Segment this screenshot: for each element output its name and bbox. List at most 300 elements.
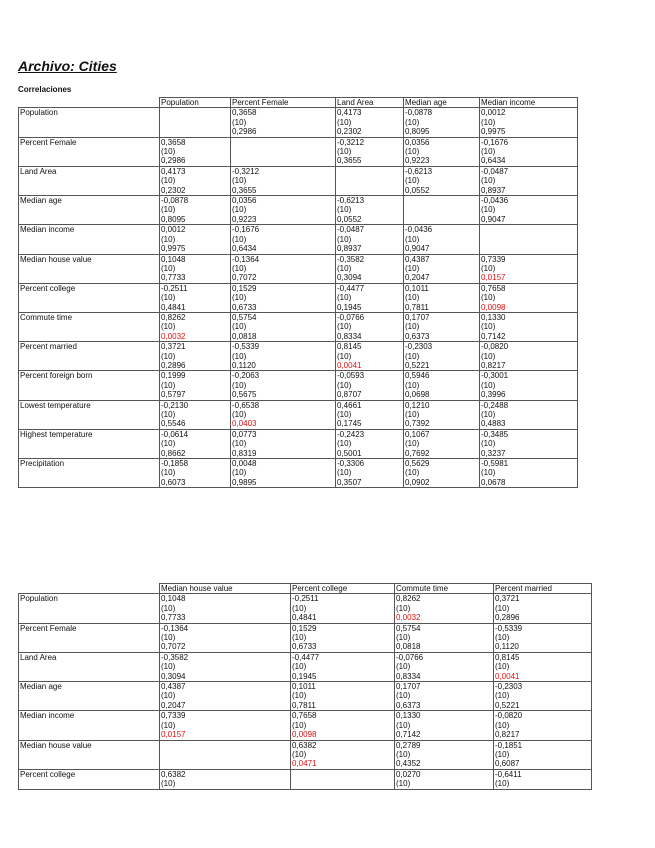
- row-label-median-house-value: Median house value: [19, 740, 160, 750]
- p-value: 0,4883: [480, 419, 578, 429]
- column-header-median-age: Median age: [404, 98, 480, 108]
- sample-size: (10): [480, 147, 578, 156]
- table-row: [19, 410, 578, 419]
- p-value: 0,7072: [231, 273, 336, 283]
- sample-size: (10): [404, 439, 480, 448]
- p-value: 0,2047: [160, 701, 291, 711]
- correlation-value: -0,3212: [336, 137, 404, 147]
- sample-size: (10): [494, 604, 592, 613]
- p-value: 0,2896: [494, 613, 592, 623]
- p-value: 0,0032: [160, 332, 231, 342]
- table-row: [19, 303, 578, 313]
- sample-size: (10): [480, 439, 578, 448]
- sample-size: (10): [494, 721, 592, 730]
- correlation-value: -0,2423: [336, 429, 404, 439]
- correlation-value: 0,1011: [291, 682, 395, 692]
- sample-size: (10): [231, 352, 336, 361]
- correlation-value: [291, 769, 395, 779]
- table-row: [19, 127, 578, 137]
- sample-size: (10): [291, 633, 395, 642]
- sample-size: (10): [160, 293, 231, 302]
- table-row: [19, 332, 578, 342]
- table-row: [19, 750, 592, 759]
- sample-size: (10): [395, 633, 494, 642]
- row-label-median-income: [19, 721, 160, 730]
- table-row: [19, 186, 578, 196]
- sample-size: (10): [231, 468, 336, 477]
- correlation-value: -0,0487: [480, 166, 578, 176]
- table-row: [19, 691, 592, 700]
- sample-size: (10): [160, 779, 291, 789]
- sample-size: (10): [395, 662, 494, 671]
- sample-size: (10): [336, 205, 404, 214]
- correlation-value: 0,0012: [480, 108, 578, 118]
- correlation-value: 0,0012: [160, 225, 231, 235]
- sample-size: (10): [494, 750, 592, 759]
- row-label-land-area: [19, 186, 160, 196]
- sample-size: [160, 750, 291, 759]
- p-value: [404, 215, 480, 225]
- column-header-population: Population: [160, 98, 231, 108]
- row-label-percent-married: Percent married: [19, 342, 160, 352]
- row-label-median-house-value: Median house value: [19, 254, 160, 264]
- p-value: 0,2986: [160, 156, 231, 166]
- row-label-percent-college: [19, 293, 160, 302]
- table-row: [19, 779, 592, 789]
- correlation-value: -0,0436: [480, 196, 578, 206]
- p-value: 0,7142: [480, 332, 578, 342]
- p-value: 0,1945: [336, 303, 404, 313]
- p-value: [160, 759, 291, 769]
- row-label-percent-college: [19, 779, 160, 789]
- correlation-value: -0,6213: [404, 166, 480, 176]
- row-label-median-age: [19, 691, 160, 700]
- correlation-value: -0,2303: [404, 342, 480, 352]
- p-value: 0,0403: [231, 419, 336, 429]
- correlation-value: -0,3582: [160, 652, 291, 662]
- row-label-median-income: [19, 730, 160, 740]
- correlation-value: -0,6538: [231, 400, 336, 410]
- correlation-value: -0,3001: [480, 371, 578, 381]
- table-row: [19, 322, 578, 331]
- sample-size: (10): [395, 604, 494, 613]
- correlation-value: -0,1364: [231, 254, 336, 264]
- sample-size: [160, 118, 231, 127]
- correlation-value: -0,3306: [336, 459, 404, 469]
- table-row: [19, 118, 578, 127]
- p-value: 0,9223: [231, 215, 336, 225]
- p-value: 0,8334: [336, 332, 404, 342]
- sample-size: (10): [231, 264, 336, 273]
- row-label-population: [19, 127, 160, 137]
- correlation-value: -0,2063: [231, 371, 336, 381]
- p-value: 0,2986: [231, 127, 336, 137]
- table-row: [19, 672, 592, 682]
- correlation-value: 0,8262: [395, 594, 494, 604]
- sample-size: (10): [336, 322, 404, 331]
- correlation-value: -0,1851: [494, 740, 592, 750]
- correlation-value: 0,0048: [231, 459, 336, 469]
- table-row: [19, 594, 592, 604]
- p-value: 0,3655: [231, 186, 336, 196]
- correlation-value: -0,3212: [231, 166, 336, 176]
- table-row: [19, 439, 578, 448]
- p-value: 0,7733: [160, 613, 291, 623]
- sample-size: (10): [404, 235, 480, 244]
- sample-size: (10): [160, 410, 231, 419]
- sample-size: (10): [336, 468, 404, 477]
- sample-size: (10): [480, 352, 578, 361]
- correlation-value: 0,1529: [291, 623, 395, 633]
- correlation-value: 0,1707: [404, 312, 480, 322]
- file-title: Archivo: Cities: [18, 58, 117, 74]
- row-label-commute-time: [19, 322, 160, 331]
- p-value: 0,3655: [336, 156, 404, 166]
- sample-size: (10): [395, 691, 494, 700]
- correlation-value: 0,4173: [336, 108, 404, 118]
- row-label-precipitation: [19, 478, 160, 488]
- sample-size: (10): [480, 322, 578, 331]
- sample-size: (10): [160, 691, 291, 700]
- sample-size: (10): [231, 381, 336, 390]
- p-value: 0,8319: [231, 449, 336, 459]
- correlation-value: 0,1011: [404, 283, 480, 293]
- sample-size: (10): [336, 293, 404, 302]
- correlation-value: 0,0773: [231, 429, 336, 439]
- sample-size: (10): [231, 205, 336, 214]
- row-label-population: Population: [19, 594, 160, 604]
- sample-size: (10): [395, 721, 494, 730]
- sample-size: (10): [404, 468, 480, 477]
- column-header-median-house-value: Median house value: [160, 584, 291, 594]
- row-label-percent-married: [19, 352, 160, 361]
- p-value: 0,6434: [480, 156, 578, 166]
- sample-size: (10): [231, 235, 336, 244]
- section-label: Correlaciones: [18, 85, 72, 94]
- p-value: [336, 186, 404, 196]
- correlation-value: -0,1858: [160, 459, 231, 469]
- sample-size: (10): [291, 662, 395, 671]
- row-label-percent-female: Percent Female: [19, 137, 160, 147]
- row-label-median-house-value: [19, 759, 160, 769]
- p-value: 0,1120: [231, 361, 336, 371]
- table-row: [19, 740, 592, 750]
- table-row: [19, 652, 592, 662]
- correlation-value: 0,3721: [160, 342, 231, 352]
- correlation-value: 0,1529: [231, 283, 336, 293]
- table-row: [19, 137, 578, 147]
- column-header-commute-time: Commute time: [395, 584, 494, 594]
- p-value: 0,8662: [160, 449, 231, 459]
- sample-size: (10): [160, 235, 231, 244]
- p-value: 0,8217: [480, 361, 578, 371]
- column-header-land-area: Land Area: [336, 98, 404, 108]
- p-value: 0,6733: [231, 303, 336, 313]
- correlation-value: -0,0436: [404, 225, 480, 235]
- sample-size: (10): [336, 381, 404, 390]
- correlation-value: [336, 166, 404, 176]
- p-value: 0,5221: [404, 361, 480, 371]
- correlation-value: -0,2303: [494, 682, 592, 692]
- p-value: 0,9223: [404, 156, 480, 166]
- p-value: 0,0678: [480, 478, 578, 488]
- table-row: [19, 156, 578, 166]
- p-value: 0,8095: [160, 215, 231, 225]
- table-row: [19, 312, 578, 322]
- table-row: [19, 468, 578, 477]
- p-value: 0,2302: [336, 127, 404, 137]
- row-label-land-area: Land Area: [19, 166, 160, 176]
- sample-size: (10): [231, 118, 336, 127]
- sample-size: (10): [336, 118, 404, 127]
- row-label-population: [19, 613, 160, 623]
- p-value: 0,7142: [395, 730, 494, 740]
- correlation-value: 0,0270: [395, 769, 494, 779]
- sample-size: (10): [494, 691, 592, 700]
- row-label-median-age: [19, 215, 160, 225]
- sample-size: (10): [336, 352, 404, 361]
- correlation-value: -0,0878: [160, 196, 231, 206]
- row-label-percent-female: [19, 147, 160, 156]
- sample-size: (10): [231, 439, 336, 448]
- sample-size: (10): [160, 721, 291, 730]
- correlation-value: -0,1676: [231, 225, 336, 235]
- correlation-table-2: [18, 583, 592, 790]
- row-label-highest-temperature: Highest temperature: [19, 429, 160, 439]
- correlation-value: -0,3485: [480, 429, 578, 439]
- p-value: 0,4841: [160, 303, 231, 313]
- row-label-median-house-value: [19, 750, 160, 759]
- sample-size: (10): [336, 439, 404, 448]
- correlation-value: [404, 196, 480, 206]
- sample-size: (10): [480, 205, 578, 214]
- row-label-land-area: Land Area: [19, 652, 160, 662]
- p-value: 0,6733: [291, 642, 395, 652]
- p-value: [480, 244, 578, 254]
- sample-size: [291, 779, 395, 789]
- correlation-value: 0,4387: [160, 682, 291, 692]
- sample-size: (10): [160, 604, 291, 613]
- correlation-value: -0,6213: [336, 196, 404, 206]
- p-value: 0,3237: [480, 449, 578, 459]
- correlation-value: 0,1067: [404, 429, 480, 439]
- p-value: 0,0818: [231, 332, 336, 342]
- correlation-value: -0,5339: [231, 342, 336, 352]
- p-value: 0,0157: [480, 273, 578, 283]
- row-label-percent-female: [19, 633, 160, 642]
- sample-size: (10): [291, 604, 395, 613]
- sample-size: (10): [160, 352, 231, 361]
- sample-size: (10): [480, 468, 578, 477]
- correlation-value: -0,0878: [404, 108, 480, 118]
- row-label-percent-married: [19, 361, 160, 371]
- p-value: 0,0041: [494, 672, 592, 682]
- table-row: [19, 429, 578, 439]
- correlation-value: -0,2511: [291, 594, 395, 604]
- sample-size: (10): [291, 721, 395, 730]
- p-value: 0,5001: [336, 449, 404, 459]
- p-value: 0,4352: [395, 759, 494, 769]
- table-row: [19, 215, 578, 225]
- correlation-value: -0,4477: [336, 283, 404, 293]
- p-value: 0,0818: [395, 642, 494, 652]
- table-row: [19, 604, 592, 613]
- table-row: [19, 381, 578, 390]
- row-label-percent-female: Percent Female: [19, 623, 160, 633]
- p-value: 0,7392: [404, 419, 480, 429]
- header-row: [19, 584, 592, 594]
- table-row: [19, 205, 578, 214]
- row-label-percent-college: Percent college: [19, 769, 160, 779]
- correlation-value: 0,1330: [480, 312, 578, 322]
- table-row: [19, 623, 592, 633]
- correlation-value: 0,0356: [231, 196, 336, 206]
- correlation-value: -0,5981: [480, 459, 578, 469]
- column-header-percent-female: Percent Female: [231, 98, 336, 108]
- sample-size: [480, 235, 578, 244]
- p-value: 0,7072: [160, 642, 291, 652]
- table-row: [19, 361, 578, 371]
- p-value: 0,6434: [231, 244, 336, 254]
- correlation-value: 0,4173: [160, 166, 231, 176]
- correlation-value: 0,1999: [160, 371, 231, 381]
- table-row: [19, 235, 578, 244]
- sample-size: (10): [404, 118, 480, 127]
- p-value: 0,9047: [480, 215, 578, 225]
- sample-size: (10): [231, 410, 336, 419]
- correlation-value: 0,1048: [160, 254, 231, 264]
- p-value: 0,5546: [160, 419, 231, 429]
- table-row: [19, 283, 578, 293]
- row-label-land-area: [19, 662, 160, 671]
- correlation-value: 0,6382: [160, 769, 291, 779]
- row-label-population: [19, 118, 160, 127]
- correlation-value: 0,0356: [404, 137, 480, 147]
- table-row: [19, 711, 592, 721]
- sample-size: (10): [480, 381, 578, 390]
- column-header-percent-college: Percent college: [291, 584, 395, 594]
- table-row: [19, 459, 578, 469]
- correlation-value: 0,8262: [160, 312, 231, 322]
- correlation-table-1: [18, 97, 578, 488]
- p-value: 0,0041: [336, 361, 404, 371]
- row-label-commute-time: [19, 332, 160, 342]
- row-label-median-age: Median age: [19, 196, 160, 206]
- p-value: 0,0902: [404, 478, 480, 488]
- p-value: [160, 127, 231, 137]
- row-label-median-age: Median age: [19, 682, 160, 692]
- column-header-percent-married: Percent married: [494, 584, 592, 594]
- p-value: 0,0157: [160, 730, 291, 740]
- correlation-value: 0,3658: [231, 108, 336, 118]
- table-row: [19, 293, 578, 302]
- row-label-median-income: Median income: [19, 711, 160, 721]
- correlation-value: [480, 225, 578, 235]
- sample-size: (10): [160, 633, 291, 642]
- correlation-value: -0,0820: [494, 711, 592, 721]
- sample-size: (10): [160, 662, 291, 671]
- row-label-percent-college: [19, 303, 160, 313]
- row-label-percent-college: Percent college: [19, 283, 160, 293]
- correlation-value: -0,2511: [160, 283, 231, 293]
- correlation-value: 0,5754: [231, 312, 336, 322]
- row-label-median-income: [19, 244, 160, 254]
- sample-size: (10): [404, 410, 480, 419]
- sample-size: (10): [231, 293, 336, 302]
- p-value: 0,6087: [494, 759, 592, 769]
- table-row: [19, 662, 592, 671]
- row-label-percent-female: [19, 642, 160, 652]
- correlation-value: -0,0766: [336, 312, 404, 322]
- p-value: 0,2896: [160, 361, 231, 371]
- table-row: [19, 254, 578, 264]
- table-row: [19, 196, 578, 206]
- correlation-value: -0,2130: [160, 400, 231, 410]
- sample-size: (10): [404, 322, 480, 331]
- correlation-value: 0,6382: [291, 740, 395, 750]
- p-value: 0,9047: [404, 244, 480, 254]
- correlation-value: 0,7339: [160, 711, 291, 721]
- row-label-median-income: [19, 235, 160, 244]
- sample-size: (10): [160, 205, 231, 214]
- p-value: 0,3094: [160, 672, 291, 682]
- table-row: [19, 701, 592, 711]
- row-label-precipitation: Precipitation: [19, 459, 160, 469]
- sample-size: (10): [404, 293, 480, 302]
- sample-size: (10): [480, 176, 578, 185]
- row-label-lowest-temperature: [19, 410, 160, 419]
- row-label-median-income: Median income: [19, 225, 160, 235]
- p-value: 0,2047: [404, 273, 480, 283]
- row-label-median-house-value: [19, 273, 160, 283]
- sample-size: (10): [404, 147, 480, 156]
- table-row: [19, 633, 592, 642]
- sample-size: (10): [231, 322, 336, 331]
- table-row: [19, 244, 578, 254]
- table-row: [19, 759, 592, 769]
- sample-size: (10): [160, 322, 231, 331]
- table-row: [19, 176, 578, 185]
- p-value: 0,1945: [291, 672, 395, 682]
- table-row: [19, 225, 578, 235]
- correlation-value: -0,0820: [480, 342, 578, 352]
- sample-size: (10): [336, 264, 404, 273]
- header-row: [19, 98, 578, 108]
- p-value: 0,7733: [160, 273, 231, 283]
- table-row: [19, 642, 592, 652]
- p-value: 0,8937: [336, 244, 404, 254]
- correlation-value: -0,0593: [336, 371, 404, 381]
- p-value: 0,8937: [480, 186, 578, 196]
- correlation-value: 0,1210: [404, 400, 480, 410]
- sample-size: (10): [160, 176, 231, 185]
- correlation-value: 0,5754: [395, 623, 494, 633]
- row-label-lowest-temperature: [19, 419, 160, 429]
- sample-size: (10): [160, 381, 231, 390]
- row-label-commute-time: Commute time: [19, 312, 160, 322]
- p-value: 0,7692: [404, 449, 480, 459]
- table-row: [19, 478, 578, 488]
- p-value: 0,1120: [494, 642, 592, 652]
- p-value: 0,0471: [291, 759, 395, 769]
- table-row: [19, 371, 578, 381]
- table-row: [19, 449, 578, 459]
- table-row: [19, 730, 592, 740]
- correlation-value: 0,5629: [404, 459, 480, 469]
- p-value: 0,0698: [404, 390, 480, 400]
- table-row: [19, 682, 592, 692]
- correlation-value: 0,1330: [395, 711, 494, 721]
